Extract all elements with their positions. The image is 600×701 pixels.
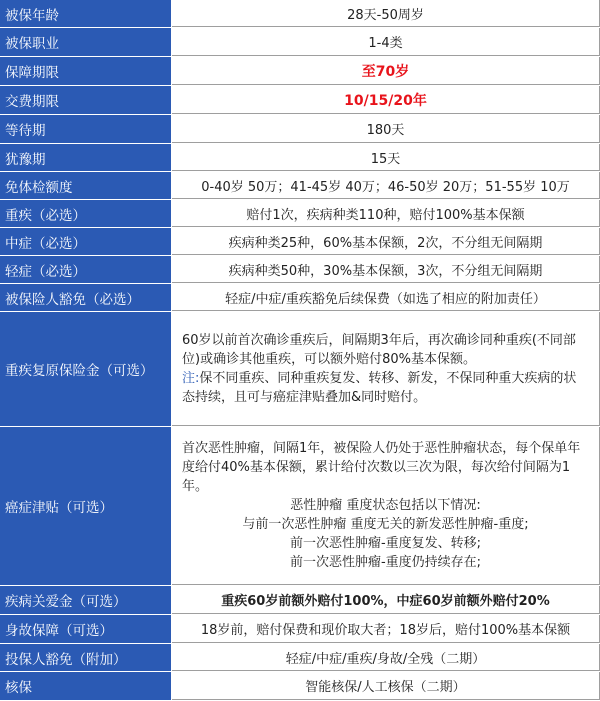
row-label: 癌症津贴（可选） — [0, 427, 172, 585]
row-label: 被保年龄 — [0, 0, 172, 27]
table-row — [0, 144, 600, 172]
row-value: 轻症/中症/重疾豁免后续保费（如选了相应的附加责任） — [172, 284, 600, 311]
table-row — [0, 284, 600, 312]
recovery-description: 60岁以前首次确诊重疾后，间隔期3年后，再次确诊同种重疾(不同部位)或确诊其他重疾，可以额外赔付80%基本保额。 — [182, 332, 576, 367]
row-label: 被保职业 — [0, 28, 172, 56]
table-row — [0, 200, 600, 228]
table-row — [0, 312, 600, 427]
row-value: 0-40岁 50万；41-45岁 40万；46-50岁 20万；51-55岁 10万 — [172, 172, 600, 199]
table-row — [0, 57, 600, 86]
row-value: 18岁前，赔付保费和现价取大者；18岁后，赔付100%基本保额 — [172, 615, 600, 643]
row-label: 等待期 — [0, 115, 172, 143]
row-label: 疾病关爱金（可选） — [0, 586, 172, 614]
cancer-line: 与前一次恶性肿瘤 重度无关的新发恶性肿瘤-重度; — [242, 517, 529, 532]
row-value: 赔付1次，疾病种类110种，赔付100%基本保额 — [172, 200, 600, 227]
table-row — [0, 672, 600, 701]
row-label: 重疾复原保险金（可选） — [0, 312, 172, 426]
table-row — [0, 256, 600, 284]
row-label: 犹豫期 — [0, 144, 172, 171]
note-label: 注: — [182, 370, 200, 386]
row-value — [172, 312, 600, 426]
cancer-description: 首次恶性肿瘤，间隔1年，被保险人仍处于恶性肿瘤状态，每个保单年度给付40%基本保额，累计给付次数以三次为限，每次给付间隔为1年。 — [182, 441, 581, 494]
row-value: 15天 — [172, 144, 600, 171]
row-label: 交费期限 — [0, 86, 172, 114]
table-row — [0, 615, 600, 644]
row-value: 疾病种类25种，60%基本保额，2次，不分组无间隔期 — [172, 228, 600, 255]
row-value: 10/15/20年 — [172, 86, 600, 114]
table-row — [0, 86, 600, 115]
row-label: 身故保障（可选） — [0, 615, 172, 643]
row-value: 轻症/中症/重疾/身故/全残（二期） — [172, 644, 600, 671]
recovery-note — [172, 369, 599, 407]
note-text: 保不同重疾、同种重疾复发、转移、新发，不保同种重大疾病的状态持续，且可与癌症津贴叠加&同时赔付。 — [182, 370, 577, 405]
row-value: 180天 — [172, 115, 600, 143]
row-label: 免体检额度 — [0, 172, 172, 199]
row-value: 重疾60岁前额外赔付100%，中症60岁前额外赔付20% — [172, 586, 600, 614]
table-row — [0, 427, 600, 586]
row-value: 智能核保/人工核保（二期） — [172, 672, 600, 700]
table-row — [0, 644, 600, 672]
row-label: 被保险人豁免（必选） — [0, 284, 172, 311]
row-label: 投保人豁免（附加） — [0, 644, 172, 671]
table-row — [0, 0, 600, 28]
table-row — [0, 115, 600, 144]
row-label: 保障期限 — [0, 57, 172, 85]
row-label: 中症（必选） — [0, 228, 172, 255]
cancer-line: 前一次恶性肿瘤-重度仍持续存在; — [289, 555, 482, 570]
row-value — [172, 427, 600, 585]
row-value: 疾病种类50种，30%基本保额，3次，不分组无间隔期 — [172, 256, 600, 283]
cancer-line: 前一次恶性肿瘤-重度复发、转移; — [289, 536, 482, 551]
row-value: 1-4类 — [172, 28, 600, 56]
table-row — [0, 586, 600, 615]
row-label: 重疾（必选） — [0, 200, 172, 227]
row-label: 核保 — [0, 672, 172, 700]
row-label: 轻症（必选） — [0, 256, 172, 283]
table-row — [0, 172, 600, 200]
cancer-line: 恶性肿瘤 重度状态包括以下情况: — [290, 498, 481, 513]
row-value: 28天-50周岁 — [172, 0, 600, 27]
table-row — [0, 228, 600, 256]
table-row — [0, 28, 600, 57]
row-value: 至70岁 — [172, 57, 600, 85]
